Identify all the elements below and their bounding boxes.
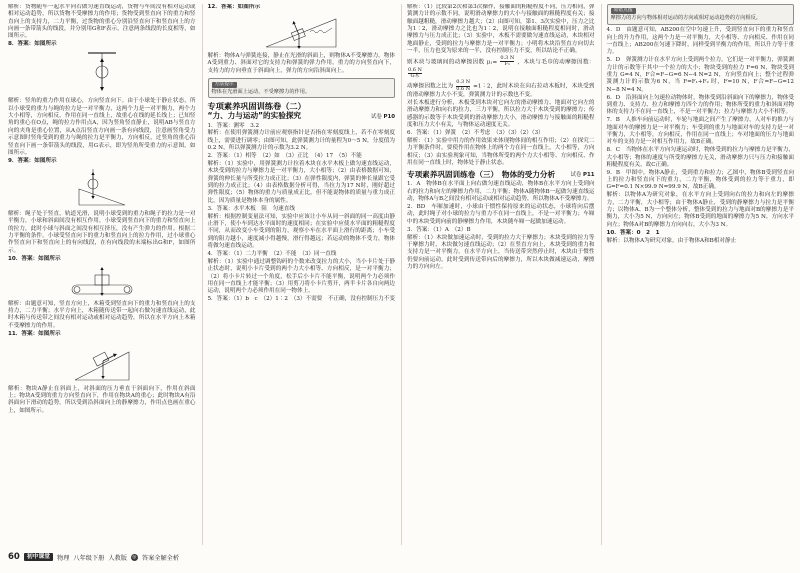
answer-label: 8．答案：如图所示 (8, 41, 57, 48)
paragraph: 1．答案：测零 3.2 (207, 122, 260, 129)
figure-conveyor-belt (8, 265, 196, 299)
paragraph: 8．C 当物体在水平方向匀速运动时，物体受到的拉力与摩擦力是平衡力，大小相等；物体的速度与所受的摩擦力无关，滑动摩擦力只与压力和接触面粗糙程度有关，故C正确。 (606, 147, 794, 168)
paragraph: 对长木板进行分析，木板受到木块对它向左的滑动摩擦力、地面对它向左的滑动摩擦力和向右的拉力，三力平衡，所以拉力大于木块受到的摩擦力；传感器的示数等于木块受到的滑动摩擦力大小，滑动摩擦力与接触面的粗糙程度和压力大小有关，与物体运动速度无关。 (407, 99, 595, 128)
paragraph-with-fraction: 则木块与玻璃间的动摩擦因数 μ₁= $\frac{0.3 N}{\text{F₁}}$ ，木块与毛巾的动摩擦因数： $\frac{0.6 N}{\text{G木}}$ (407, 55, 595, 80)
section-subtitle: “力、力与运动”的实验探究 (207, 111, 302, 121)
figure-spring-block (208, 13, 396, 51)
paragraph: 解析：物块A静止在斜面上，对斜面的压力垂直于斜面向下，作用在斜面上；物块A受到的重力方向竖直向下，作用在物块A的重心；此时物块A有沿斜面向下滑动的趋势，所以受到沿斜面向上的静摩擦力，作用点也画在重心上，如图所示。 (8, 385, 196, 414)
paragraph: 解析：绳子处于竖直，轨道光滑，说明小球受到的重力和绳子的拉力是一对平衡力，小球和斜面间没有相互作用，小球受到竖直向下的重力和竖直向上的拉力，此时小球与斜面之间没有相互挤压，没有产生弹力的作用。根据二力平衡的条件，小球受竖直向下的重力和竖直向上的拉力作用，过小球重心作竖直向下和竖直向上的有向线段，在有向线段的末端标出G和F，如图所示。 (8, 210, 196, 254)
paragraph: 解析：货物随车一起水平向右做匀速直线运动，货物与车间没有相对运动或相对运动趋势，所以货物不受摩擦力的作用；货物受到竖直向下的重力和竖直向上的支持力，二力平衡，过货物的重心分别沿竖直向下和竖直向上的方向画一条带箭头的线段，并分别用G和F表示，注意两条线段的长度相等，如图所示。 (8, 4, 196, 40)
answer-columns (8, 4, 794, 545)
paragraph: 解析：以物体A为研究对象，由于物体A和B相对静止 (606, 237, 737, 244)
paragraph: 解析：竖角的重力作用在球心，方向竖直向下。由于小球处于静止状态，所以小球受的重力与绳的拉力是一对平衡力，这两个力是一对平衡力，两个力大小相等，方向相反，作用在同一直线上，故重心在线的延长线上；已知竖角的重心在O点，绳的拉力作用点A，因为竖角竖直静止，说明AB与竖直方向的夹角是重心位置，从A点沿竖直方向画一条有向线段，注意画竖角受力示意图时竖角受到的重力与绳的拉力是平衡力，方向相反，过竖角的重心沿竖直向下画一条带箭头的线段，用G表示，即为竖角所受重力的示意图，如图所示。 (8, 98, 196, 156)
paragraph: 解析：物体A与弹簧连接，静止在光滑的斜面上，则物体A不受摩擦力，物体A受到重力、斜面对它的支持力和弹簧的弹力作用，重力的方向竖直向下，支持力的方向垂直于斜面向上，弹力的方向沿斜面向上。 (207, 53, 395, 74)
paragraph: 1．A 物体B在水平面上向右做匀速直线运动，物体B在水平方向上受到向右的拉力和向左的摩擦力作用，二力平衡；物体A随物体B一起做匀速直线运动，物体A与B之间没有相对运动或相对运动趋势，所以物体A不受摩擦力。 (407, 181, 595, 203)
answer-label: 9．答案：如图所示 (8, 157, 57, 164)
section-page-ref: 试卷 P10 (371, 113, 395, 120)
tip-body: 摩擦力的方向与物体相对运动的方向或相对运动趋势的方向相反。 (610, 15, 761, 21)
paragraph: 解析：根据控制变量法可知，实验中应该让小车从同一斜面的同一高度由静止滑下，使小车到达水平面时的速度相同；在实验中应使水平面的粗糙程度不同，从而改变小车受到的阻力，观察小车在水平面上滑行的距离；小车受到的阻力越小，速度减小得越慢，滑行得越远；若运动的物体不受力，物体将做匀速直线运动。 (207, 213, 395, 250)
answer-label: 12．答案：如图所示 (207, 4, 261, 10)
fraction: $\frac{0.6 N}{\text{G木}}$ (408, 66, 422, 80)
answer-label: 10．答案：如图所示 (8, 255, 61, 262)
section-title: 专项素养巩固训练卷（二） (207, 101, 306, 112)
section-header-row (407, 170, 595, 180)
paragraph: 2．BD 车厢加速时，小球由于惯性保持原来的运动状态，小球将向后摆动，此时绳子对小球的拉力与重力不在同一直线上，不是一对平衡力；车厢中的木块受到向前的静摩擦力作用，木块随车厢一起做加速运动。 (407, 203, 595, 225)
page-number: 60 (8, 552, 20, 562)
section-page-ref: 试卷 P11 (570, 172, 595, 179)
tip-heading: 方法提示 (212, 82, 237, 88)
page-footer (8, 551, 794, 563)
paragraph: 解析：（1）木块做加速运动时，受到的拉力大于摩擦力；木块受到的拉力等于摩擦力时，木块做匀速直线运动；（2）在竖直方向上，木块受到的重力和支持力是一对平衡力，在水平方向上，当传送带突然停止时，木块由于惯性仍要向前运动，此时受到传送带向后的摩擦力，所以木块做减速运动，摩擦力的方向向左。 (407, 234, 595, 270)
footer-edition: 人教版 (108, 554, 127, 562)
paragraph: 解析：以物体A为研究对象，在水平方向上受到向右的拉力和向左的摩擦力，二力平衡，大小相等；由于物体A静止，受到的静摩擦力与拉力是平衡力；以物体A、B为一个整体分析，整体受到的拉力与地面对B的摩擦力是平衡力，大小为5 N，方向向左；物体B受到的地面的摩擦力为5 N，方向水平向左；物体A对B的摩擦力方向向右，大小为3 N。 (606, 192, 794, 228)
answer-label: 11．答案：如图所示 (8, 330, 61, 337)
column-4 (601, 4, 795, 545)
paragraph: 解析：由题意可知，竖直方向上，木箱受到竖直向下的重力和竖直向上的支持力，二力平衡；水平方向上，木箱随传送带一起向右做匀速直线运动，此时木箱与传送带之间没有相对运动或相对运动趋势，所以在水平方向上木箱不受摩擦力的作用。 (8, 300, 196, 329)
section-header-row (208, 111, 396, 121)
tip-body: 物体在光滑面上运动，不受摩擦力的作用。 (211, 88, 311, 95)
section-title: 专项素养巩固训练卷（三） 物体的受力分析 (407, 170, 556, 180)
paragraph: 9．B 甲图中，物体A静止，受到重力和拉力；乙图中，物体B受到竖直向上的拉力和竖直向下的重力，二力平衡，物体受到的拉力等于重力，即 G=F=0.1 N×99.9 N=99.9 N，故B正确。 (606, 169, 794, 191)
answer-label: 10．答案：0 2 1 (606, 229, 660, 236)
error-tip-box (607, 4, 795, 25)
paragraph-with-fraction: 动摩擦因数之比为 $\frac{0.3 N}{0.6 N}$ =1∶2，此时木块在向右拉动木板时，木块受到的滑动摩擦力大小不变，弹簧测力计的示数也不变。 (407, 79, 595, 99)
paragraph: 6．答案：（1）弹簧 （2）不考虑 （3）（3）（2）（3） (407, 129, 544, 136)
paragraph: 2．答案：（1）相等 （2）如 （3）正比 （4）17 （5）不能 (207, 153, 362, 160)
fraction: $\frac{0.3 N}{\text{F₁}}$ (500, 55, 515, 68)
paragraph: 解析：（1）实验中通过调整钩码的个数来改变拉力的大小，当小卡片处于静止状态时，说明小卡片受到的两个力大小相等、方向相反，是一对平衡力；（2）将小卡片转过一个角度，松手后小卡片不能平衡，说明两个力必须作用在同一直线上才能平衡；（3）用剪刀将小卡片剪开，两半卡片各自向两边运动，说明两个力必须作用在同一物体上。 (207, 258, 395, 295)
figure-hanging-ball (8, 50, 196, 96)
paragraph: 解析：（1）比较第2次和第3次操作，接触面的粗糙程度不同，压力相同，弹簧测力计的示数不同，说明滑动摩擦力的大小与接触面的粗糙程度有关；接触面越粗糙，滑动摩擦力越大；（2）由图可知，第1、3次实验中，压力之比为1∶2，滑动摩擦力之比也为1∶2，说明在接触面粗糙程度相同时，滑动摩擦力与压力成正比；（3）实验中，木板不需要做匀速直线运动，木块相对地面静止，受到的拉力与摩擦力是一对平衡力；小明将木块沿竖直方向切去一半，压力也变为原来的一半，没有控制压力不变，所以结论不正确。 (407, 4, 595, 55)
paragraph: 4．D 由题意可知，AB200在空中匀速上升，受到竖直向下的重力和竖直向上的升力作用，这两个力是一对平衡力，大小相等、方向相反、作用在同一直线上；AB200在匀速下降时，同样受到平衡力的作用，所以升力等于重力。 (606, 27, 794, 56)
paragraph: 5．D 弹簧测力计在水平方向上受到两个拉力，它们是一对平衡力，弹簧测力计的示数等于其中一个拉力的大小；物块受到的拉力 F=6 N，物块受到重力 G=4 N，F合=F−G=6 N−4 N=2 N，方向竖直向上；整个过程弹簧测力计的示数为6 N，当 F=F₁+F₂ 时，F=10 N，F合=F−G=12 N−8 N=4 N。 (606, 57, 794, 93)
brand-badge: 初中课堂 (24, 553, 53, 561)
fraction: $\frac{0.3 N}{0.6 N}$ (456, 79, 471, 92)
footer-grade: 八年级下册 (73, 554, 105, 562)
footer-section: 答案全解全析 (141, 554, 180, 562)
paragraph: 解析：（1）实验中，用弹簧测力计拉着木块在水平木板上做匀速直线运动，木块受到的拉力与摩擦力是一对平衡力，大小相等；（2）由表格数据可知，弹簧的伸长量与所受拉力成正比；（3）在弹性限度内，弹簧的伸长量跟它受到的拉力成正比；（4）由表格数据分析可得，当拉力为17 N时，刚好超过弹性限度；（5）物体的重力与质量成正比，但不能说物体的质量与重力成正比，因为质量是物体本身的属性。 (207, 161, 395, 204)
paragraph: 6．D 沿斜面向上匀速拉动物体时，物体受到沿斜面向下的摩擦力，物体受到重力、支持力、拉力和摩擦力四个力的作用；物体所受的重力和斜面对物体的支持力不在同一直线上，不是一对平衡力；拉力与摩擦力大小不相等。 (606, 94, 794, 116)
tip-heading: 易错点拨 (611, 8, 636, 14)
circle-icon: ◎ (132, 554, 137, 560)
figure-block-on-incline (8, 340, 196, 384)
paragraph: 解析：在使用弹簧测力计前应观察指针是否指在零刻度线上，若不在零刻度线上，需要进行调零；由图可知，此弹簧测力计的量程为0～5 N，分度值为0.2 N，所以弹簧测力计的示数为3.2 N。 (207, 130, 395, 152)
paragraph: 4．答案：（1）二力平衡 （2）不能 （3）同一直线 (207, 250, 337, 257)
paragraph: 解析：（1）实验中用力的作用效果来体现物体间的相互作用；（2）在探究二力平衡条件时，要使作用在物体上的两个力在同一直线上，大小相等，方向相反；（3）由实验现象可知，当物体所受的两个力大小相等、方向相反、作用在同一直线上时，物体处于静止状态。 (407, 137, 595, 166)
figure-ball-on-slope (8, 167, 196, 209)
paragraph: 5．答案：（1）b c （2）1∶2 （3）不需要 不正确，没有控制压力不变 (207, 296, 395, 303)
column-1 (8, 4, 196, 545)
paragraph: 3．答案：（1）A （2）B (407, 226, 471, 233)
paragraph: 7．B 人推车向前运动时，车轮与地面之间产生了摩擦力，人对车的推力与地面对车的摩擦力是一对平衡力；车受到的重力与地面对车的支持力是一对平衡力，大小相等，方向相反，作用在同一直线上；车对地面的压力与地面对车的支持力是一对相互作用力，故B正确。 (606, 117, 794, 146)
column-2 (202, 4, 396, 545)
footer-subject: 物理 (57, 554, 70, 562)
column-3 (401, 4, 595, 545)
method-tip-box (208, 78, 396, 99)
paragraph: 3．答案：水平木板 阻 匀速直线 (207, 205, 295, 212)
